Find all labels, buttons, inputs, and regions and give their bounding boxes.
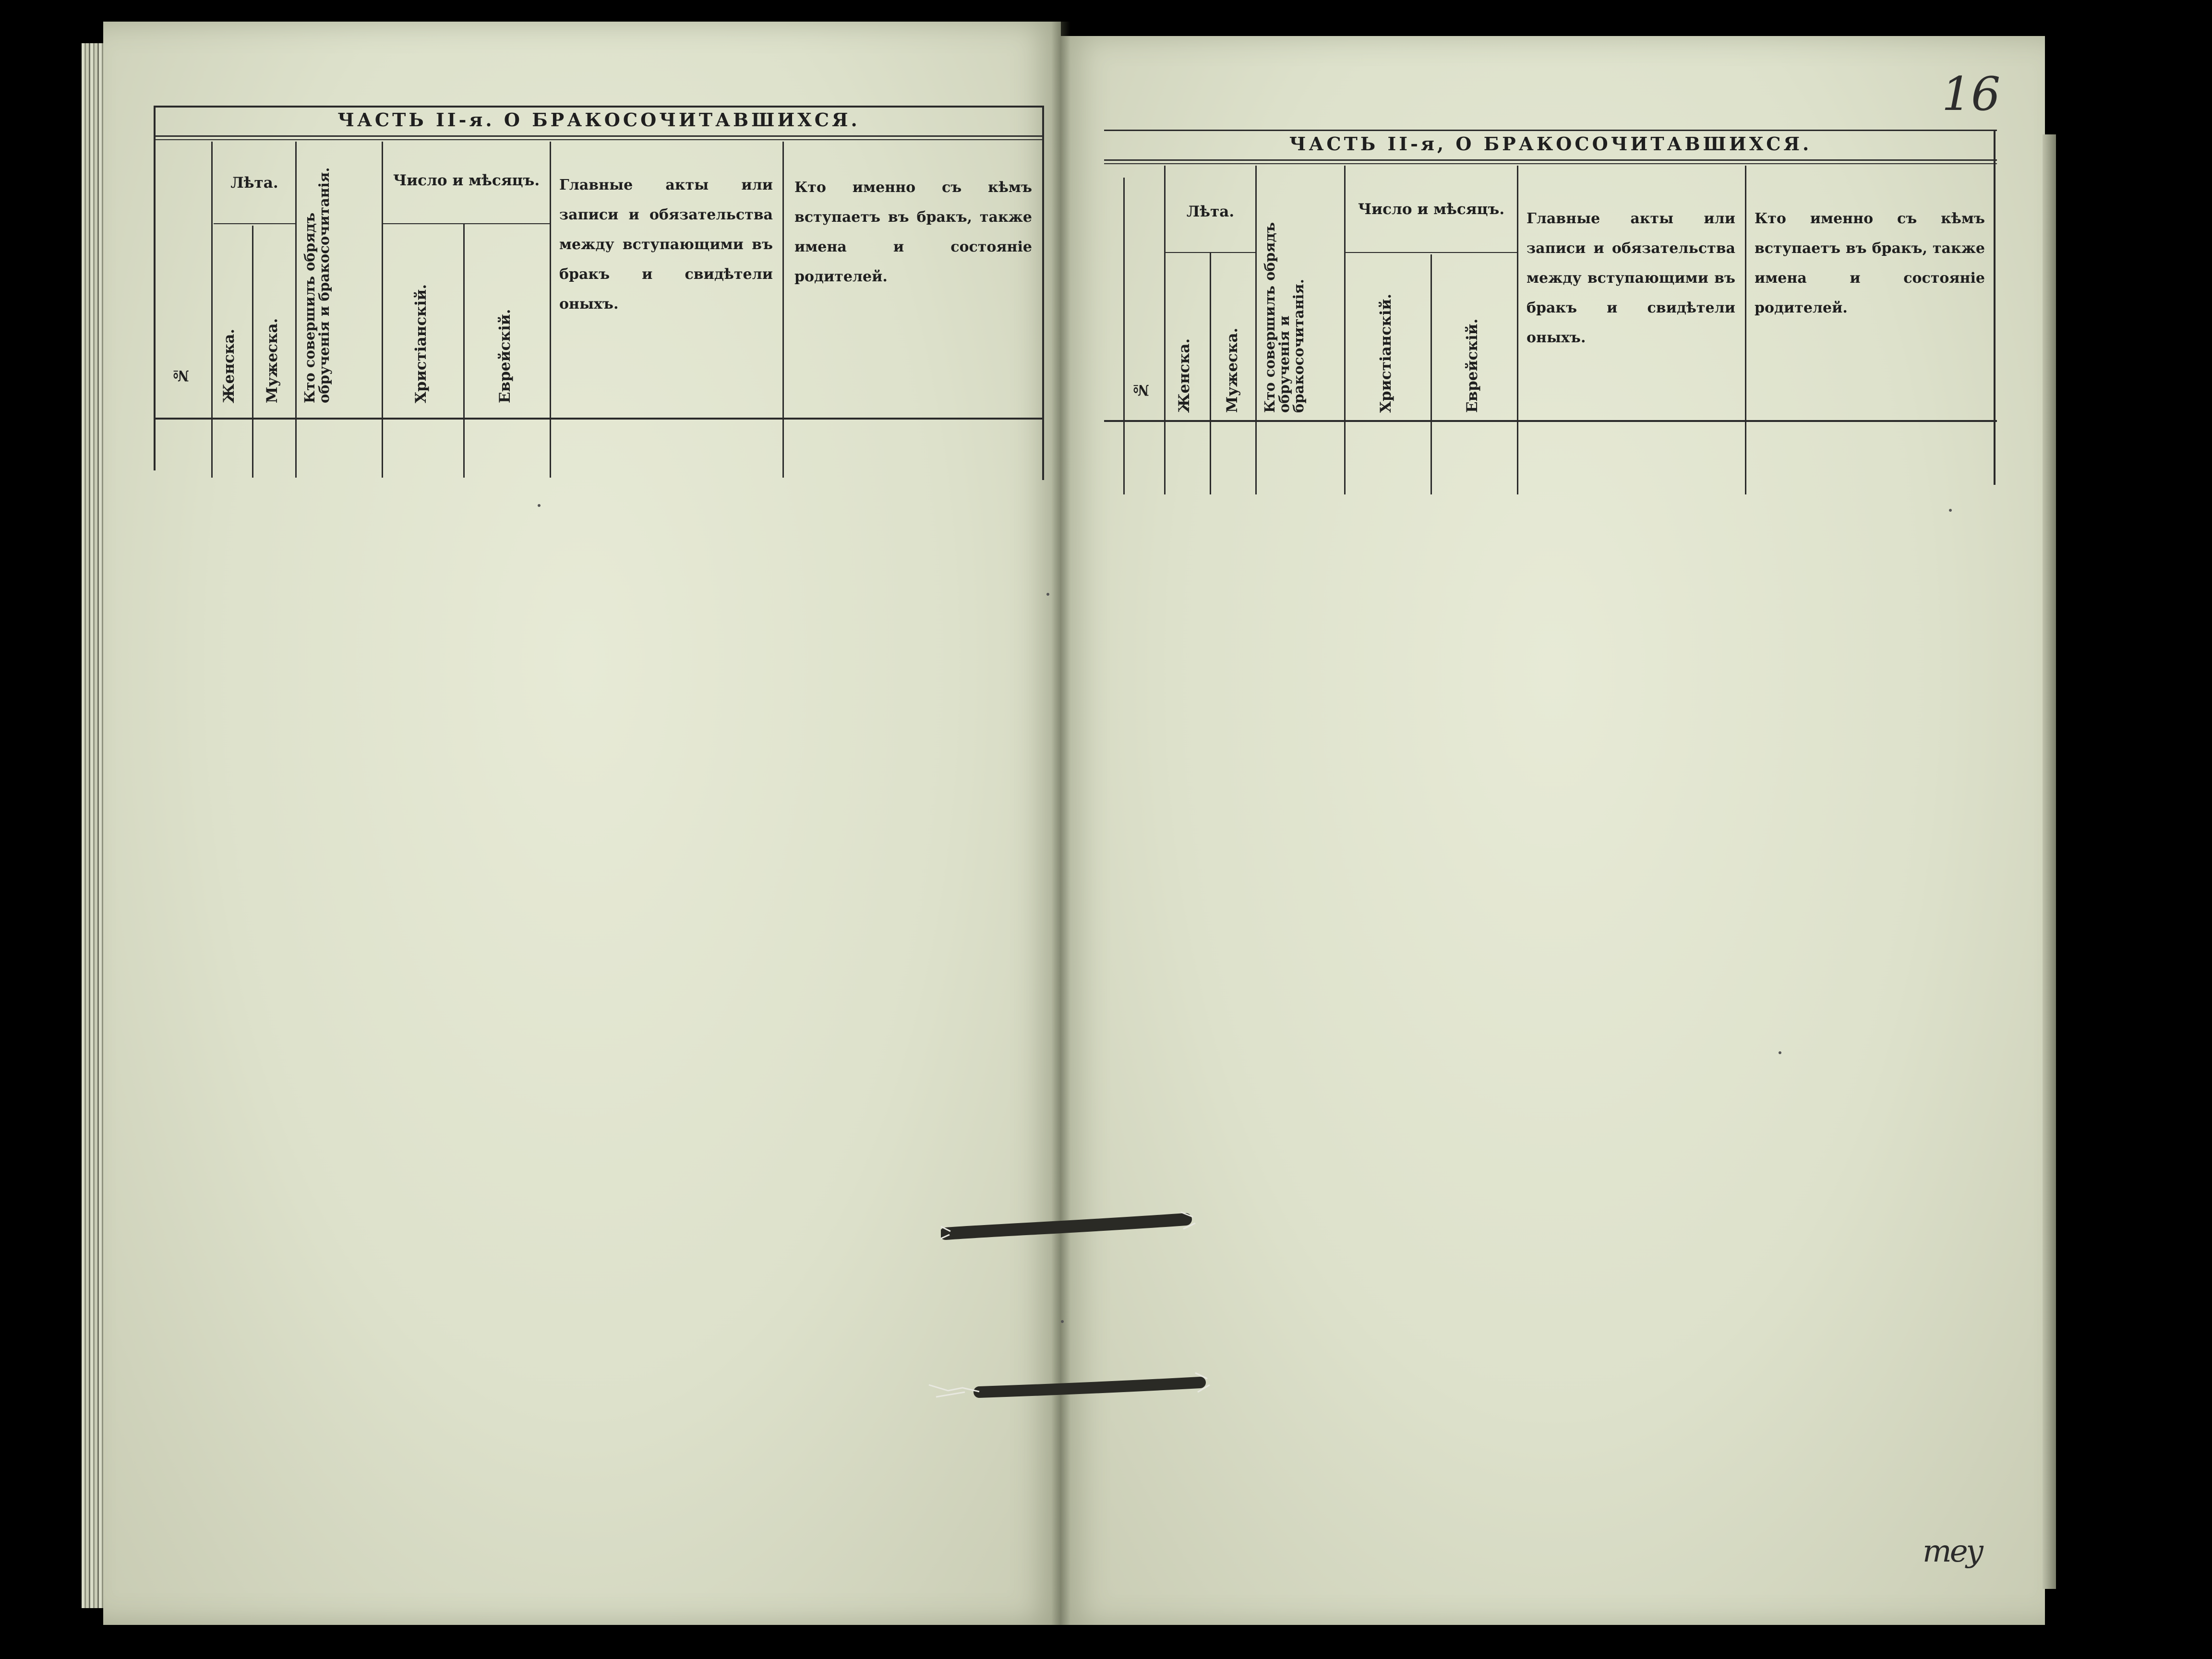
left-col-jewish: Еврейскій. (496, 309, 514, 403)
paper-speck (1949, 509, 1952, 512)
left-col-date-group: Число и мѣсяцъ. (393, 172, 540, 189)
folio-number: 16 (1942, 67, 2001, 121)
left-col-performer: Кто совершилъ обрядъ обрученія и бракосочитанія. (301, 167, 332, 403)
left-col-number: № (172, 367, 190, 384)
left-col-who: Кто именно съ кѣмъ вступаетъ въ бракъ, также имена и состояніе родителей. (794, 179, 1032, 285)
right-col-number: № (1132, 381, 1150, 398)
left-col-age-group: Лѣта. (230, 174, 278, 192)
paper-speck (1779, 1051, 1781, 1054)
binding-thread-upper (941, 1200, 1200, 1258)
handwritten-signature: mey (1923, 1534, 1982, 1569)
right-page-edge (2043, 134, 2056, 1589)
right-col-acts: Главные акты или записи и обязательства между вступающими въ бракъ и свидѣтели оныхъ. (1527, 210, 1735, 346)
right-col-male: Мужеска. (1224, 327, 1241, 413)
paper-speck (538, 504, 541, 507)
right-col-who: Кто именно съ кѣмъ вступаетъ въ бракъ, также имена и состояніе родителей. (1755, 210, 1985, 316)
right-col-performer: Кто совершилъ обрядъ обрученія и бракосочитанія. (1262, 222, 1307, 413)
left-col-male: Мужеска. (264, 318, 281, 403)
right-col-jewish: Еврейскій. (1464, 318, 1481, 413)
right-col-age-group: Лѣта. (1186, 203, 1235, 220)
left-col-acts: Главные акты или записи и обязательства между вступающими въ бракъ и свидѣтели оныхъ. (559, 177, 773, 313)
left-ledger-table (154, 106, 1044, 490)
paper-speck (1061, 1320, 1064, 1323)
right-ledger-table (1104, 130, 1997, 494)
right-col-christian: Христіанскій. (1377, 293, 1395, 413)
right-page-title: ЧАСТЬ II-я, О БРАКОСОЧИТАВШИХСЯ. (1289, 133, 1812, 155)
left-page-title: ЧАСТЬ II-я. О БРАКОСОЧИТАВШИХСЯ. (337, 109, 860, 131)
left-col-christian: Христіанскій. (412, 284, 430, 403)
left-col-female: Женска. (220, 328, 238, 403)
right-col-date-group: Число и мѣсяцъ. (1358, 201, 1505, 218)
binding-thread-lower (926, 1363, 1214, 1416)
paper-speck (1046, 593, 1049, 596)
right-col-female: Женска. (1176, 338, 1193, 413)
